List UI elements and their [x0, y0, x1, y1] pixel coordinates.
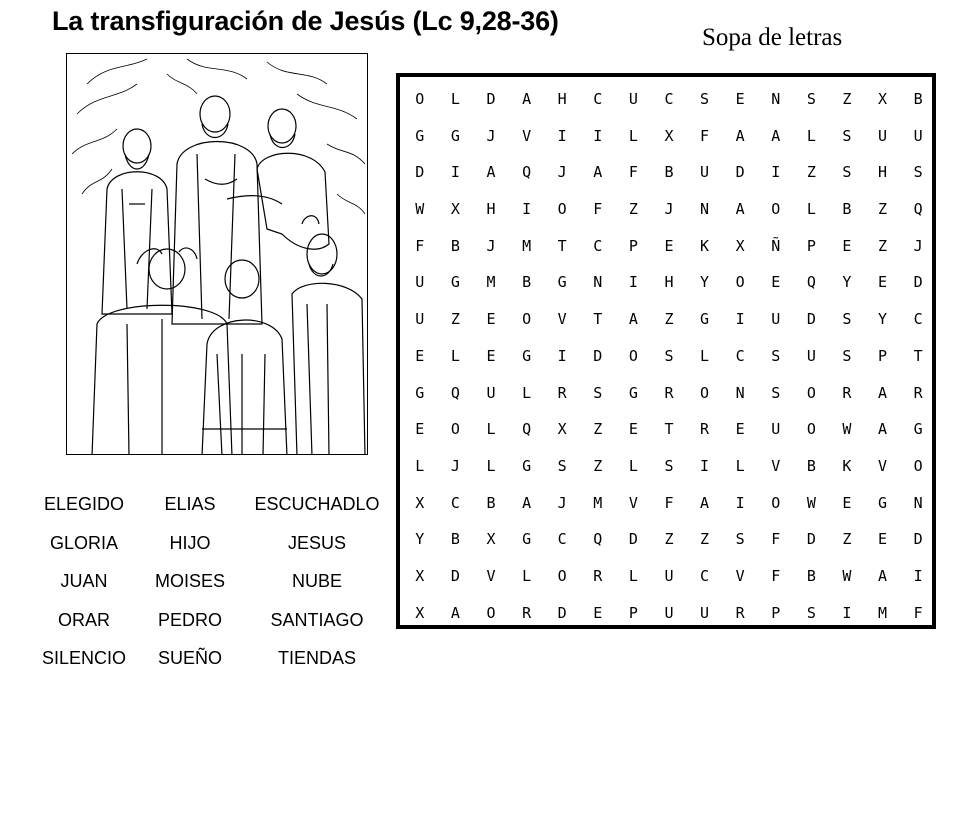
grid-cell[interactable]: I — [842, 603, 852, 622]
grid-cell[interactable]: A — [735, 126, 745, 145]
grid-cell[interactable]: X — [415, 603, 425, 622]
grid-cell[interactable]: H — [664, 273, 674, 292]
grid-cell[interactable]: A — [878, 420, 888, 439]
word-list-item: ORAR — [57, 609, 110, 630]
grid-cell[interactable]: A — [700, 493, 710, 512]
grid-cell[interactable]: X — [450, 200, 460, 219]
grid-cell[interactable]: Z — [842, 90, 852, 108]
grid-cell[interactable]: E — [628, 420, 638, 439]
grid-cell[interactable]: P — [771, 603, 781, 622]
grid-cell[interactable]: X — [486, 530, 496, 549]
grid-cell[interactable]: Z — [878, 200, 888, 219]
grid-cell[interactable]: E — [842, 493, 852, 512]
grid-cell[interactable]: U — [913, 126, 923, 145]
grid-cell[interactable]: O — [771, 493, 781, 512]
grid-cell[interactable]: T — [593, 310, 603, 329]
grid-cell[interactable]: E — [878, 273, 888, 292]
grid-cell[interactable]: X — [415, 493, 425, 512]
grid-cell[interactable]: D — [735, 163, 745, 182]
word-list-item: SANTIAGO — [270, 609, 364, 630]
grid-cell[interactable]: Q — [450, 383, 460, 402]
grid-cell[interactable]: S — [842, 346, 852, 365]
grid-cell[interactable]: C — [700, 566, 710, 585]
grid-cell[interactable]: I — [593, 126, 603, 145]
grid-cell[interactable]: E — [486, 310, 496, 329]
grid-cell[interactable]: W — [842, 566, 852, 585]
grid-cell[interactable]: B — [842, 200, 852, 219]
grid-cell[interactable]: G — [415, 126, 425, 145]
grid-cell[interactable]: R — [593, 566, 603, 585]
grid-cell[interactable]: B — [522, 273, 532, 292]
grid-cell[interactable]: F — [913, 603, 923, 622]
grid-cell[interactable]: G — [522, 456, 532, 475]
grid-cell[interactable]: U — [486, 383, 496, 402]
grid-cell[interactable]: B — [806, 456, 816, 475]
grid-cell[interactable]: F — [415, 236, 425, 255]
grid-cell[interactable]: S — [913, 163, 923, 182]
grid-cell[interactable]: E — [735, 90, 745, 108]
grid-cell[interactable]: N — [735, 383, 745, 402]
word-list-item: ELIAS — [164, 494, 216, 514]
grid-cell[interactable]: F — [628, 163, 638, 182]
grid-cell[interactable]: D — [450, 566, 460, 585]
grid-cell[interactable]: Q — [522, 420, 532, 439]
grid-cell[interactable]: Y — [842, 273, 852, 292]
grid-cell[interactable]: A — [486, 163, 496, 182]
grid-cell[interactable]: E — [486, 346, 496, 365]
grid-cell[interactable]: P — [878, 346, 888, 365]
grid-cell[interactable]: B — [913, 90, 923, 108]
grid-cell[interactable]: O — [700, 383, 710, 402]
grid-cell[interactable]: L — [450, 346, 460, 365]
grid-cell[interactable]: O — [735, 273, 745, 292]
grid-cell[interactable]: P — [628, 236, 638, 255]
grid-cell[interactable]: D — [913, 273, 923, 292]
grid-cell[interactable]: S — [806, 603, 816, 622]
grid-cell[interactable]: O — [557, 200, 567, 219]
grid-cell[interactable]: S — [593, 383, 603, 402]
grid-cell[interactable]: R — [700, 420, 710, 439]
grid-cell[interactable]: Z — [628, 200, 638, 219]
grid-cell[interactable]: A — [593, 163, 603, 182]
grid-cell[interactable]: R — [735, 603, 745, 622]
grid-cell[interactable]: O — [522, 310, 532, 329]
grid-cell[interactable]: N — [700, 200, 710, 219]
grid-cell[interactable]: W — [806, 493, 816, 512]
grid-cell[interactable]: M — [878, 603, 888, 622]
grid-cell[interactable]: R — [557, 383, 567, 402]
grid-cell[interactable]: Z — [664, 310, 674, 329]
grid-cell[interactable]: G — [450, 273, 460, 292]
grid-cell[interactable]: A — [628, 310, 638, 329]
puzzle-subtitle: Sopa de letras — [702, 24, 843, 51]
grid-cell[interactable]: J — [557, 493, 567, 512]
grid-cell[interactable]: N — [913, 493, 923, 512]
figure-moses — [102, 129, 172, 314]
grid-cell[interactable]: A — [878, 383, 888, 402]
grid-cell[interactable]: U — [700, 163, 710, 182]
grid-cell[interactable]: L — [628, 456, 638, 475]
grid-cell[interactable]: O — [806, 420, 816, 439]
grid-cell[interactable]: Ñ — [771, 236, 781, 255]
grid-cell[interactable]: Q — [806, 273, 816, 292]
grid-cell[interactable]: A — [450, 603, 460, 622]
grid-cell[interactable]: L — [486, 420, 496, 439]
figure-jesus — [172, 96, 262, 324]
grid-cell[interactable]: U — [664, 566, 674, 585]
grid-cell[interactable]: D — [806, 530, 816, 549]
grid-cell[interactable]: I — [557, 126, 567, 145]
grid-cell[interactable]: U — [700, 603, 710, 622]
grid-cell[interactable]: R — [842, 383, 852, 402]
grid-cell[interactable]: N — [593, 273, 603, 292]
grid-cell[interactable]: K — [842, 456, 852, 475]
grid-cell[interactable]: F — [593, 200, 603, 219]
grid-cell[interactable]: E — [664, 236, 674, 255]
grid-cell[interactable]: Y — [415, 530, 425, 549]
grid-cell[interactable]: R — [522, 603, 532, 622]
grid-cell[interactable]: V — [628, 493, 638, 512]
grid-cell[interactable]: D — [415, 163, 425, 182]
grid-cell[interactable]: Z — [806, 163, 816, 182]
grid-cell[interactable]: O — [486, 603, 496, 622]
grid-cell[interactable]: E — [771, 273, 781, 292]
grid-cell[interactable]: M — [593, 493, 603, 512]
grid-cell[interactable]: O — [415, 90, 425, 108]
grid-cell[interactable]: A — [771, 126, 781, 145]
grid-cell[interactable]: K — [700, 236, 710, 255]
grid-cell[interactable]: D — [557, 603, 567, 622]
word-list-item: SILENCIO — [41, 648, 127, 669]
grid-cell[interactable]: U — [415, 273, 425, 292]
grid-cell[interactable]: D — [593, 346, 603, 365]
grid-cell[interactable]: G — [522, 530, 532, 549]
figure-elijah — [227, 109, 329, 249]
grid-cell[interactable]: J — [913, 236, 923, 255]
grid-cell[interactable]: V — [557, 310, 567, 329]
grid-cell[interactable]: F — [664, 493, 674, 512]
grid-cell[interactable]: H — [878, 163, 888, 182]
grid-cell[interactable]: J — [486, 126, 496, 145]
grid-cell[interactable]: E — [415, 346, 425, 365]
grid-cell[interactable]: Q — [913, 200, 923, 219]
grid-cell[interactable]: F — [771, 566, 781, 585]
grid-cell[interactable]: U — [628, 90, 638, 108]
grid-cell[interactable]: L — [522, 383, 532, 402]
grid-cell[interactable]: S — [806, 90, 816, 108]
grid-cell[interactable]: Z — [593, 456, 603, 475]
grid-cell[interactable]: Z — [700, 530, 710, 549]
word-list — [30, 490, 400, 683]
grid-cell[interactable]: Q — [522, 163, 532, 182]
grid-cell[interactable]: P — [628, 603, 638, 622]
grid-cell[interactable]: Z — [593, 420, 603, 439]
grid-cell[interactable]: B — [450, 530, 460, 549]
grid-cell[interactable]: C — [913, 310, 923, 329]
grid-cell[interactable]: S — [771, 383, 781, 402]
grid-cell[interactable]: R — [913, 383, 923, 402]
grid-cell[interactable]: T — [913, 346, 923, 365]
grid-cell[interactable]: V — [486, 566, 496, 585]
grid-cell[interactable]: J — [557, 163, 567, 182]
grid-cell[interactable]: G — [913, 420, 923, 439]
grid-cell[interactable]: I — [913, 566, 923, 585]
grid-cell[interactable]: A — [735, 200, 745, 219]
grid-cell[interactable]: B — [450, 236, 460, 255]
grid-cell[interactable]: I — [557, 346, 567, 365]
grid-cell[interactable]: T — [664, 420, 674, 439]
word-list-item: ELEGIDO — [43, 494, 125, 514]
grid-cell[interactable]: C — [593, 236, 603, 255]
grid-cell[interactable]: W — [842, 420, 852, 439]
grid-cell[interactable]: D — [913, 530, 923, 549]
grid-cell[interactable]: L — [415, 456, 425, 475]
grid-cell[interactable]: G — [878, 493, 888, 512]
grid-cell[interactable]: P — [806, 236, 816, 255]
grid-cell[interactable]: D — [486, 90, 496, 108]
grid-cell[interactable]: S — [842, 310, 852, 329]
grid-cell[interactable]: S — [700, 90, 710, 108]
grid-cell[interactable]: I — [735, 310, 745, 329]
grid-cell[interactable]: M — [522, 236, 532, 255]
grid-cell[interactable]: D — [628, 530, 638, 549]
grid-cell[interactable]: J — [664, 200, 674, 219]
grid-cell[interactable]: R — [664, 383, 674, 402]
grid-cell[interactable]: L — [522, 566, 532, 585]
grid-cell[interactable]: X — [664, 126, 674, 145]
grid-cell[interactable]: V — [522, 126, 532, 145]
grid-cell[interactable]: C — [735, 346, 745, 365]
grid-cell[interactable]: O — [557, 566, 567, 585]
grid-cell[interactable]: Y — [700, 273, 710, 292]
grid-cell[interactable]: I — [771, 163, 781, 182]
word-list-item: TIENDAS — [277, 648, 356, 669]
grid-cell[interactable]: V — [735, 566, 745, 585]
grid-cell[interactable]: L — [628, 566, 638, 585]
grid-cell[interactable]: D — [806, 310, 816, 329]
grid-cell[interactable]: Y — [878, 310, 888, 329]
page-title: La transfiguración de Jesús (Lc 9,28-36) — [52, 6, 559, 36]
grid-cell[interactable]: J — [450, 456, 460, 475]
letter-grid — [400, 81, 932, 631]
grid-cell[interactable]: E — [842, 236, 852, 255]
grid-cell[interactable]: L — [486, 456, 496, 475]
grid-cell[interactable]: L — [700, 346, 710, 365]
grid-cell[interactable]: J — [486, 236, 496, 255]
grid-cell[interactable]: O — [806, 383, 816, 402]
grid-cell[interactable]: S — [771, 346, 781, 365]
grid-cell[interactable]: E — [593, 603, 603, 622]
grid-cell[interactable]: S — [664, 456, 674, 475]
grid-cell[interactable]: S — [842, 163, 852, 182]
grid-cell[interactable]: X — [878, 90, 888, 108]
grid-cell[interactable]: U — [664, 603, 674, 622]
grid-cell[interactable]: N — [771, 90, 781, 108]
grid-cell[interactable]: B — [486, 493, 496, 512]
grid-cell[interactable]: M — [486, 273, 496, 292]
word-list-item: GLORIA — [49, 532, 119, 553]
transfiguration-illustration — [66, 53, 368, 455]
grid-cell[interactable]: C — [450, 493, 460, 512]
grid-cell[interactable]: V — [878, 456, 888, 475]
grid-cell[interactable]: G — [415, 383, 425, 402]
grid-cell[interactable]: S — [735, 530, 745, 549]
grid-cell[interactable]: U — [771, 420, 781, 439]
grid-cell[interactable]: I — [628, 273, 638, 292]
figure-apostle-right — [292, 216, 365, 455]
grid-cell[interactable]: O — [771, 200, 781, 219]
word-list-item: ESCUCHADLO — [254, 494, 380, 514]
grid-cell[interactable]: O — [450, 420, 460, 439]
grid-cell[interactable]: G — [450, 126, 460, 145]
grid-cell[interactable]: W — [415, 200, 425, 219]
grid-cell[interactable]: S — [842, 126, 852, 145]
grid-cell[interactable]: C — [557, 530, 567, 549]
grid-cell[interactable]: Z — [842, 530, 852, 549]
grid-cell[interactable]: Z — [664, 530, 674, 549]
grid-cell[interactable]: A — [522, 493, 532, 512]
grid-cell[interactable]: G — [557, 273, 567, 292]
grid-cell[interactable]: L — [628, 126, 638, 145]
word-list-item: MOISES — [154, 571, 225, 592]
grid-cell[interactable]: L — [450, 90, 460, 108]
grid-cell[interactable]: S — [664, 346, 674, 365]
figure-apostle-center — [202, 260, 287, 455]
word-search-grid — [396, 73, 936, 629]
grid-cell[interactable]: G — [628, 383, 638, 402]
grid-cell[interactable]: G — [522, 346, 532, 365]
word-list-item: HIJO — [169, 532, 211, 553]
grid-cell[interactable]: U — [415, 310, 425, 329]
word-list-item: JUAN — [60, 571, 108, 592]
grid-cell[interactable]: L — [735, 456, 745, 475]
grid-cell[interactable]: C — [664, 90, 674, 108]
word-list-item: PEDRO — [157, 609, 222, 630]
grid-cell[interactable]: E — [878, 530, 888, 549]
grid-cell[interactable]: U — [771, 310, 781, 329]
grid-cell[interactable]: H — [486, 200, 496, 219]
grid-cell[interactable]: I — [700, 456, 710, 475]
grid-cell[interactable]: Z — [878, 236, 888, 255]
grid-cell[interactable]: X — [415, 566, 425, 585]
grid-cell[interactable]: F — [700, 126, 710, 145]
grid-cell[interactable]: Z — [450, 310, 460, 329]
grid-cell[interactable]: A — [878, 566, 888, 585]
grid-cell[interactable]: B — [806, 566, 816, 585]
grid-cell[interactable]: Q — [593, 530, 603, 549]
grid-cell[interactable]: I — [522, 200, 532, 219]
grid-cell[interactable]: A — [522, 90, 532, 108]
grid-cell[interactable]: I — [735, 493, 745, 512]
grid-cell[interactable]: V — [771, 456, 781, 475]
grid-cell[interactable]: X — [735, 236, 745, 255]
word-list-item: SUEÑO — [157, 648, 222, 669]
figure-apostle-left — [92, 248, 232, 455]
grid-cell[interactable]: T — [557, 236, 567, 255]
word-list-item: NUBE — [291, 571, 342, 592]
grid-cell[interactable]: O — [913, 456, 923, 475]
grid-cell[interactable]: X — [557, 420, 567, 439]
grid-cell[interactable]: B — [664, 163, 674, 182]
grid-cell[interactable]: S — [557, 456, 567, 475]
word-list-item: JESUS — [287, 532, 347, 553]
grid-cell[interactable]: O — [628, 346, 638, 365]
grid-cell[interactable]: L — [806, 126, 816, 145]
grid-cell[interactable]: H — [557, 90, 567, 108]
grid-cell[interactable]: E — [415, 420, 425, 439]
grid-cell[interactable]: C — [593, 90, 603, 108]
grid-cell[interactable]: F — [771, 530, 781, 549]
grid-cell[interactable]: E — [735, 420, 745, 439]
grid-cell[interactable]: G — [700, 310, 710, 329]
grid-cell[interactable]: U — [806, 346, 816, 365]
grid-cell[interactable]: I — [450, 163, 460, 182]
grid-cell[interactable]: U — [878, 126, 888, 145]
grid-cell[interactable]: L — [806, 200, 816, 219]
